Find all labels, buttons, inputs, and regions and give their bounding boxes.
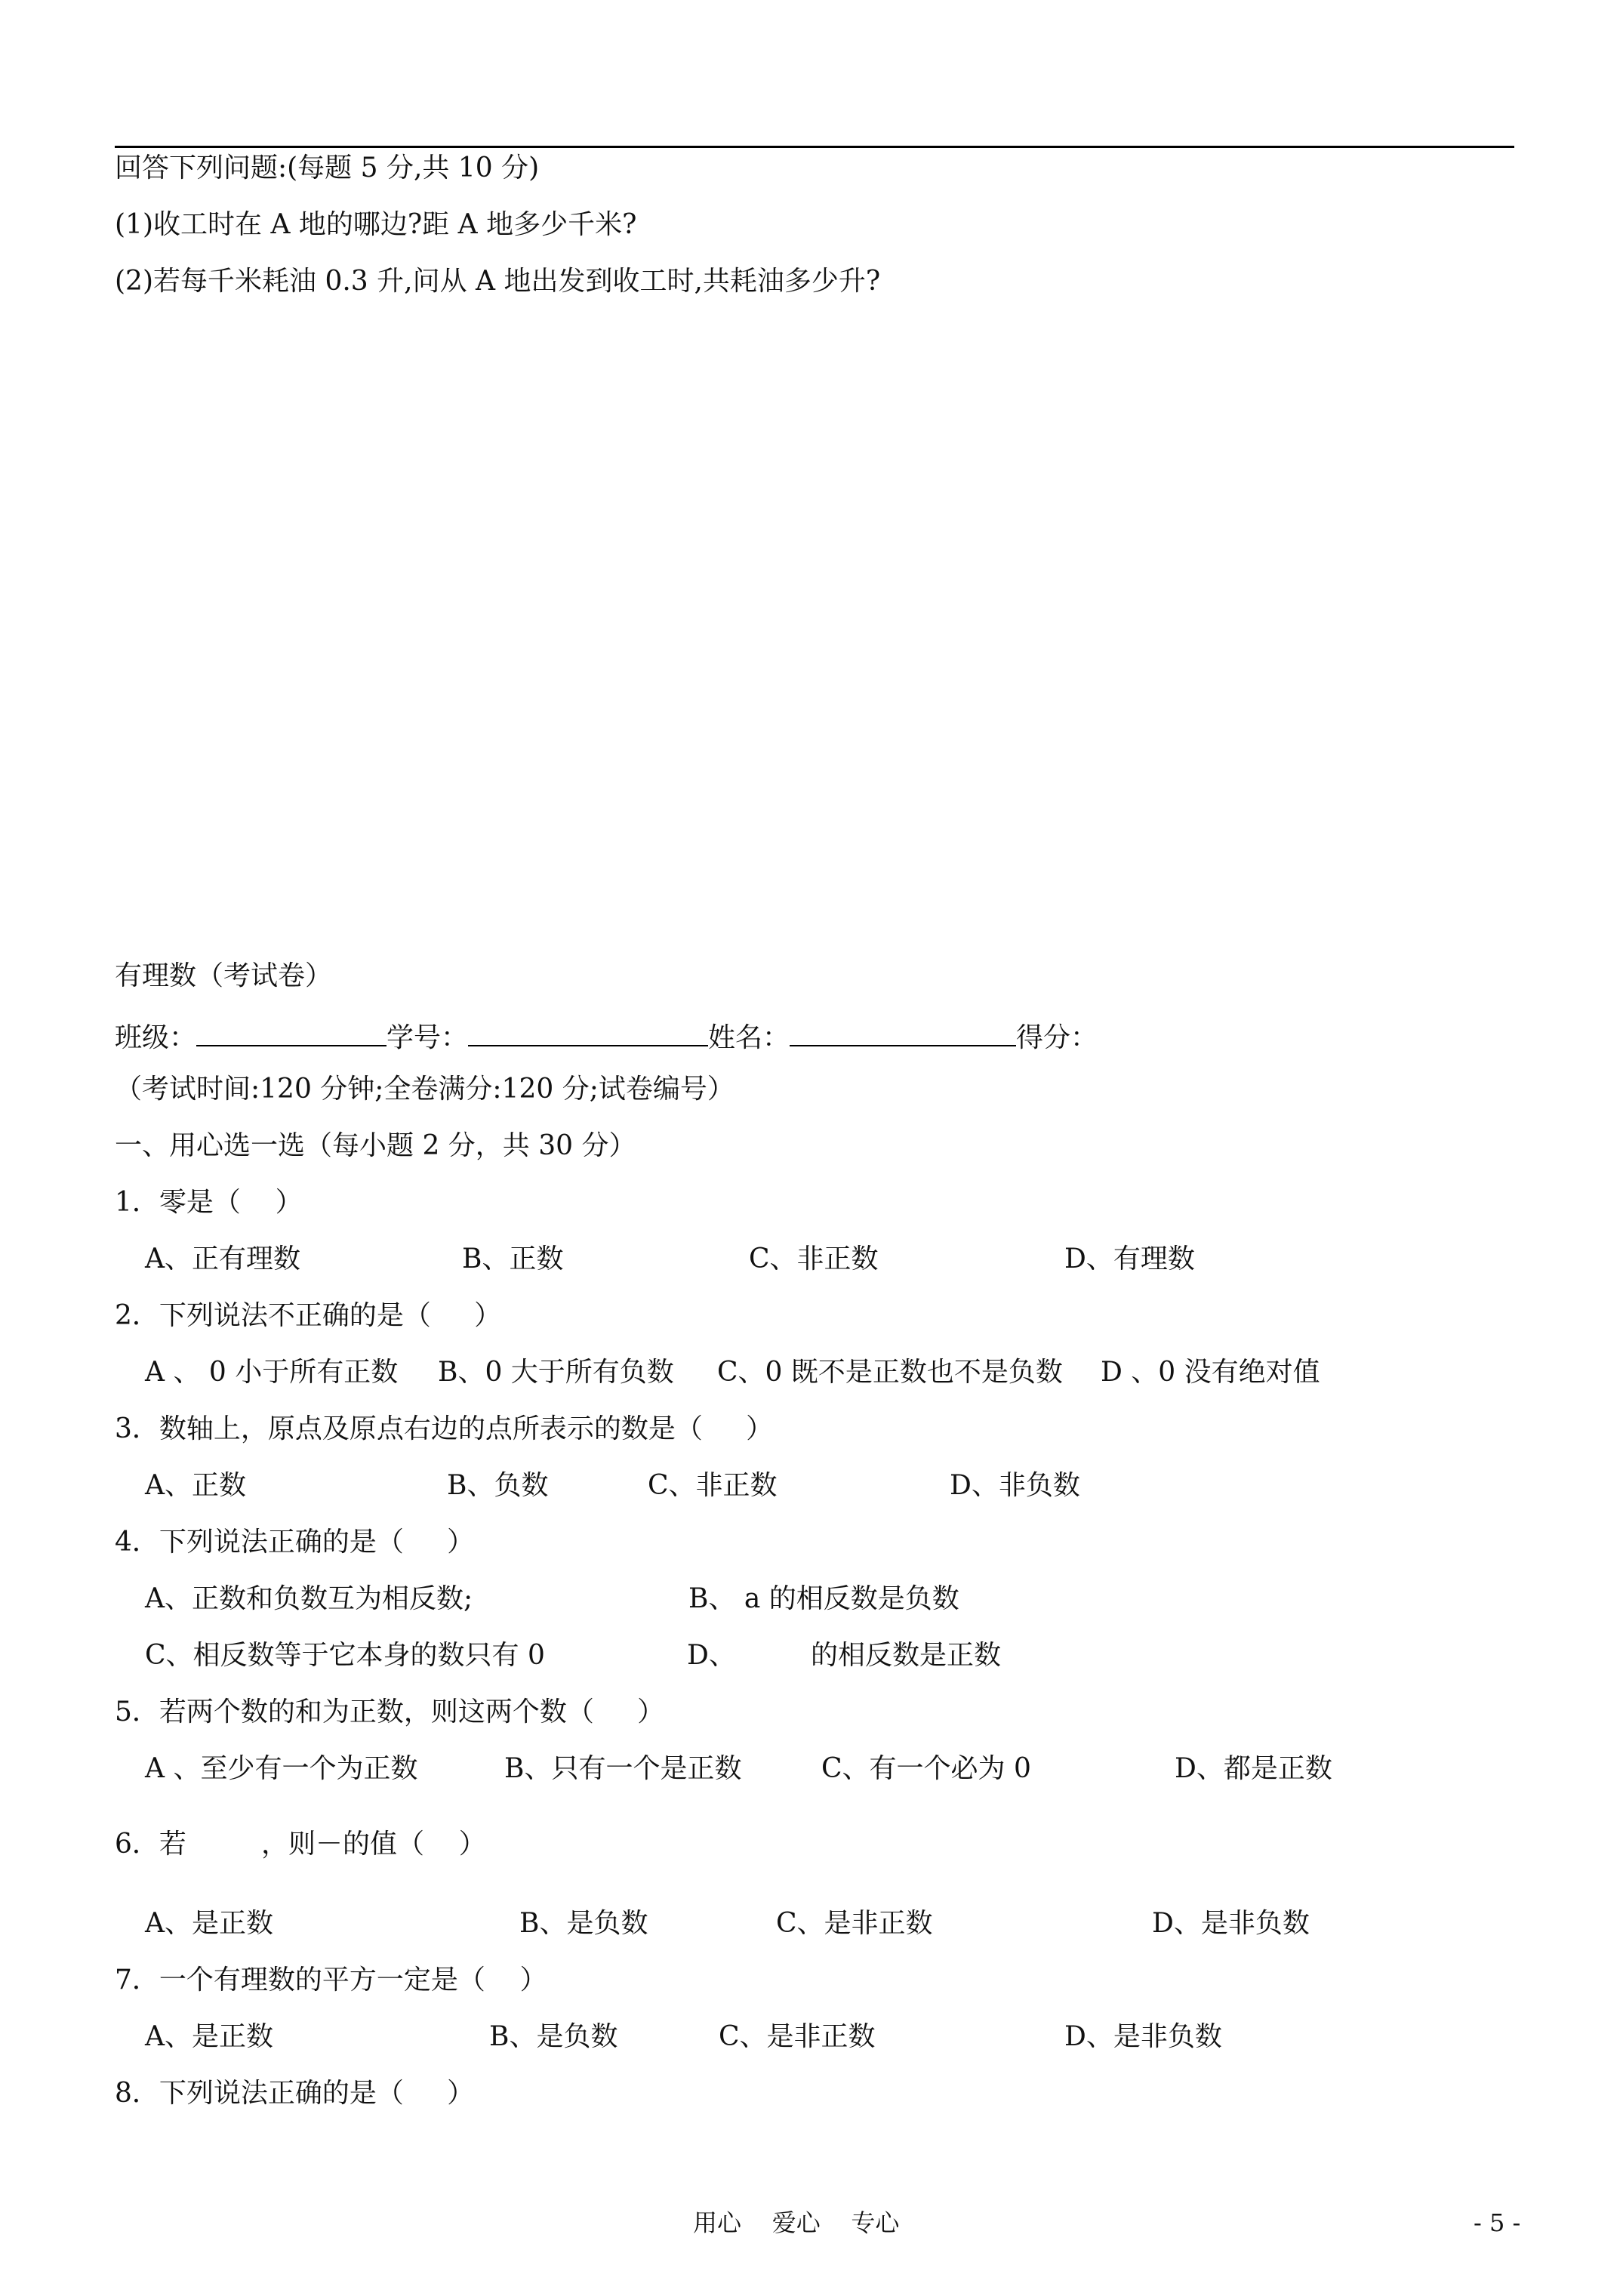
question-3-option-c[interactable]: C、非正数 bbox=[648, 1470, 778, 1501]
question-2-option-b[interactable]: B、0 大于所有负数 bbox=[438, 1357, 674, 1388]
question-6-stem-end: ，则－的值（ ） bbox=[261, 1829, 486, 1860]
exam-title: 有理数（考试卷） bbox=[115, 960, 333, 991]
question-5-option-a[interactable]: A 、至少有一个为正数 bbox=[145, 1753, 418, 1784]
question-part-2: (2)若每千米耗油 0.3 升,问从 A 地出发到收工时,共耗油多少升? bbox=[115, 266, 881, 297]
question-6-option-c[interactable]: C、是非正数 bbox=[776, 1908, 933, 1939]
question-4-option-b[interactable]: B、 a 的相反数是负数 bbox=[688, 1583, 959, 1614]
question-3-stem: 3．数轴上，原点及原点右边的点所表示的数是（ ） bbox=[115, 1413, 774, 1444]
question-8-stem: 8．下列说法正确的是（ ） bbox=[115, 2078, 475, 2109]
student-info-row bbox=[115, 1019, 1098, 1052]
question-7-option-c[interactable]: C、是非正数 bbox=[719, 2021, 876, 2052]
name-label: 姓名： bbox=[708, 1022, 790, 1053]
question-3-option-d[interactable]: D、非负数 bbox=[950, 1470, 1080, 1501]
question-6-option-d[interactable]: D、是非负数 bbox=[1152, 1908, 1310, 1939]
question-7-option-d[interactable]: D、是非负数 bbox=[1064, 2021, 1222, 2052]
question-5-option-b[interactable]: B、只有一个是正数 bbox=[504, 1753, 742, 1784]
question-4-stem: 4．下列说法正确的是（ ） bbox=[115, 1527, 475, 1558]
answer-intro: 回答下列问题:(每题 5 分,共 10 分) bbox=[115, 153, 540, 183]
question-3-option-a[interactable]: A、正数 bbox=[145, 1470, 246, 1501]
question-4-option-a[interactable]: A、正数和负数互为相反数; bbox=[145, 1583, 473, 1614]
question-4-option-d-text: 的相反数是正数 bbox=[811, 1640, 1002, 1671]
question-2-option-d[interactable]: D 、0 没有绝对值 bbox=[1101, 1357, 1320, 1388]
class-blank[interactable] bbox=[196, 1019, 387, 1046]
name-blank[interactable] bbox=[790, 1019, 1016, 1046]
question-6-option-b[interactable]: B、是负数 bbox=[519, 1908, 648, 1939]
question-1-option-c[interactable]: C、非正数 bbox=[749, 1244, 879, 1274]
question-3-option-b[interactable]: B、负数 bbox=[447, 1470, 549, 1501]
question-part-1: (1)收工时在 A 地的哪边?距 A 地多少千米? bbox=[115, 209, 637, 240]
section-heading: 一、用心选一选（每小题 2 分，共 30 分） bbox=[115, 1130, 636, 1161]
question-6-stem-start: 6．若 bbox=[115, 1829, 186, 1860]
footer-slogan: 用心 爱心 专心 bbox=[693, 2208, 900, 2237]
question-1-option-b[interactable]: B、正数 bbox=[462, 1244, 564, 1274]
question-7-option-a[interactable]: A、是正数 bbox=[145, 2021, 273, 2052]
question-7-stem: 7．一个有理数的平方一定是（ ） bbox=[115, 1965, 547, 1996]
question-5-option-d[interactable]: D、都是正数 bbox=[1175, 1753, 1332, 1784]
question-4-option-c[interactable]: C、相反数等于它本身的数只有 0 bbox=[145, 1640, 545, 1671]
question-4-option-d[interactable]: D、 bbox=[687, 1640, 736, 1671]
question-6-option-a[interactable]: A、是正数 bbox=[145, 1908, 273, 1939]
student-id-blank[interactable] bbox=[468, 1019, 708, 1046]
question-5-option-c[interactable]: C、有一个必为 0 bbox=[821, 1753, 1031, 1784]
question-2-option-a[interactable]: A 、 0 小于所有正数 bbox=[145, 1357, 399, 1388]
question-1-option-d[interactable]: D、有理数 bbox=[1064, 1244, 1195, 1274]
page-number: - 5 - bbox=[1474, 2208, 1521, 2237]
score-label: 得分： bbox=[1016, 1022, 1098, 1053]
exam-meta: （考试时间:120 分钟;全卷满分:120 分;试卷编号） bbox=[115, 1074, 735, 1105]
header-rule bbox=[115, 146, 1514, 148]
question-7-option-b[interactable]: B、是负数 bbox=[489, 2021, 618, 2052]
question-2-option-c[interactable]: C、0 既不是正数也不是负数 bbox=[717, 1357, 1063, 1388]
question-1-option-a[interactable]: A、正有理数 bbox=[145, 1244, 300, 1274]
student-id-label: 学号： bbox=[387, 1022, 469, 1053]
question-5-stem: 5．若两个数的和为正数，则这两个数（ ） bbox=[115, 1697, 665, 1727]
question-2-stem: 2．下列说法不正确的是（ ） bbox=[115, 1300, 502, 1331]
class-label: 班级： bbox=[115, 1022, 197, 1053]
question-1-stem: 1．零是（ ） bbox=[115, 1187, 303, 1218]
